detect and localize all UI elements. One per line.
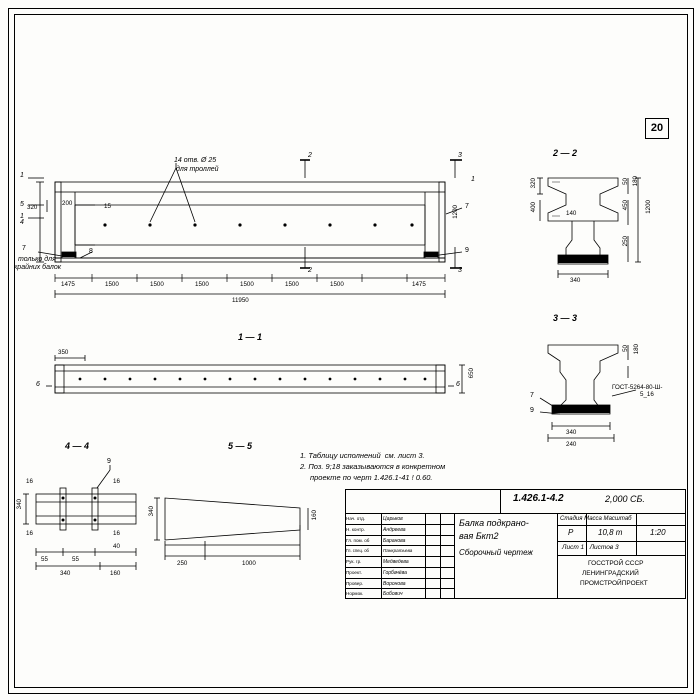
stamp-name-5: Горбачёва — [383, 569, 407, 576]
pos-9-right: 9 — [465, 247, 469, 254]
section-mark-2-bottom: 2 — [308, 267, 312, 274]
org-line-1: ГОССТРОЙ СССР — [588, 560, 644, 567]
dim-seg-1: 1500 — [105, 281, 119, 288]
sec22-dim-250: 250 — [622, 236, 629, 247]
callout-holes-sub: для троллей — [176, 166, 219, 173]
sec44-dim-55b: 55 — [72, 556, 79, 563]
sec44-dim-160: 160 — [110, 570, 121, 577]
stamp-role-1: Н. контр. — [346, 526, 365, 532]
title-line-2: вая Бкт2 — [459, 531, 499, 541]
sec22-dim-320: 320 — [530, 178, 537, 189]
title-texts — [457, 513, 557, 599]
stamp-role-3: Гл. спец. об — [346, 548, 369, 554]
sec22-dim-400: 400 — [530, 202, 537, 213]
section-mark-1-left-a: 1 — [20, 172, 24, 179]
stamp-role-6: Провер. — [346, 580, 364, 586]
sec55-dim-250: 250 — [177, 560, 188, 567]
sec44-dim-340: 340 — [60, 570, 71, 577]
sec11-mark-right-6: 6 — [456, 381, 460, 388]
stamp-name-2: Баранова — [383, 537, 406, 544]
dim-seg-5: 1500 — [285, 281, 299, 288]
section-mark-1-left-b: 1 — [20, 213, 24, 220]
stage-mass-scale — [558, 513, 686, 599]
dim-320: 320 — [27, 204, 38, 211]
scale-value: 1:20 — [650, 528, 666, 537]
dim-total: 11950 — [232, 297, 249, 304]
dim-seg-6: 1500 — [330, 281, 344, 288]
note-line-1: 1. Таблицу исполнений см. лист 3. — [300, 451, 425, 460]
section-4-4-title: 4 — 4 — [65, 441, 90, 451]
stamp-role-0: Нач. отд. — [346, 516, 366, 521]
sec33-pos-9: 9 — [530, 407, 534, 414]
section-mark-2-top: 2 — [308, 152, 312, 159]
sec33-pos-7: 7 — [530, 392, 534, 399]
section-5-5-title: 5 — 5 — [228, 441, 253, 451]
sec22-dim-450: 450 — [622, 200, 629, 211]
pos-8: 8 — [89, 248, 93, 255]
dim-seg-0: 1475 — [61, 281, 75, 288]
stamp-name-0: Царьков — [383, 516, 403, 522]
section-mark-5-left: 5 — [20, 201, 24, 208]
stamp-role-7: Нормок. — [346, 591, 364, 597]
section-1-1-title: 1 — 1 — [238, 332, 263, 342]
sec11-dim-350: 350 — [58, 349, 69, 356]
gost-label: ГОСТ-5264-80-Ш- — [612, 384, 663, 391]
sec11-mark-left-6: 6 — [36, 381, 40, 388]
section-mark-3-top: 3 — [458, 152, 462, 159]
stage-value: Р — [568, 528, 574, 537]
org-line-3: ПРОМСТРОЙПРОЕКТ — [580, 580, 648, 587]
note-line-2: 2. Поз. 9;18 заказываются в конкретном — [300, 462, 446, 471]
stamp-name-1: Андреева — [383, 526, 406, 533]
dim-seg-3: 1500 — [195, 281, 209, 288]
sec44-dim-16a: 16 — [26, 478, 33, 485]
note-line-3: проекте по черт 1.426.1-41 ! 0.60. — [310, 473, 433, 482]
sec44-dim-16d: 16 — [113, 530, 120, 537]
gost-label-2: 5_16 — [640, 391, 654, 398]
callout-holes: 14 отв. Ø 25 — [174, 157, 217, 164]
pos-7-right: 7 — [465, 203, 469, 210]
callout-edge-only-1: только для — [18, 256, 56, 263]
section-mark-3-bottom: 3 — [458, 267, 462, 274]
dim-seg-4: 1500 — [240, 281, 254, 288]
dim-seg-7: 1475 — [412, 281, 426, 288]
section-3-3-title: 3 — 3 — [553, 313, 578, 323]
stamp-rows — [345, 513, 455, 599]
sheets-header: Лист 1 Листов 3 — [562, 544, 619, 551]
sec44-dim-55a: 55 — [41, 556, 48, 563]
sec44-dim-16c: 16 — [26, 530, 33, 537]
section-mark-4-left: 4 — [20, 219, 24, 226]
sec22-dim-180: 180 — [632, 176, 639, 187]
sec22-dim-50: 50 — [622, 178, 629, 185]
sec44-dim-16b: 16 — [113, 478, 120, 485]
sec44-pos-9: 9 — [107, 458, 111, 465]
title-line-3: Сборочный чертеж — [459, 548, 533, 557]
stamp-role-2: Гл. пом. об — [346, 537, 370, 543]
dim-1200: 1200 — [452, 205, 459, 219]
sec33-dim-340: 340 — [566, 429, 577, 436]
org-line-2: ЛЕНИНГРАДСКИЙ — [582, 570, 639, 577]
sec55-dim-1000: 1000 — [242, 560, 256, 567]
drawing-code: 1.426.1-4.2 — [513, 493, 564, 504]
drawing-qty: 2,000 СБ. — [605, 494, 645, 504]
stamp-role-5: Проект. — [346, 569, 362, 575]
section-mark-1-right: 1 — [471, 176, 475, 183]
pos-7-left: 7 — [22, 245, 26, 252]
stamp-name-4: Медведева — [383, 559, 409, 565]
sec22-dim-140: 140 — [566, 210, 577, 217]
sec33-dim-50: 50 — [622, 345, 629, 352]
mass-value: 10,8 т — [598, 528, 623, 537]
sec55-dim-340: 340 — [148, 506, 155, 517]
dim-200: 200 — [62, 200, 73, 207]
stage-header: Стадия Масса Масштаб — [560, 516, 632, 522]
sec33-dim-240: 240 — [566, 441, 577, 448]
stamp-role-4: Рук. гр. — [346, 559, 362, 564]
sec22-dim-1200: 1200 — [645, 200, 652, 214]
page-number-box: 20 — [645, 118, 669, 139]
sec22-dim-340: 340 — [570, 277, 581, 284]
callout-edge-only-2: крайних балок — [14, 264, 62, 271]
sec44-dim-340v: 340 — [16, 499, 23, 510]
stamp-name-7: Бобович — [383, 591, 403, 598]
drawing-code-row — [345, 489, 686, 513]
stamp-name-6: Воронова — [383, 580, 406, 587]
section-2-2-title: 2 — 2 — [553, 148, 578, 158]
dim-15: 15 — [104, 203, 111, 210]
dim-seg-2: 1500 — [150, 281, 164, 288]
sec11-dim-650: 650 — [468, 368, 475, 379]
title-line-1: Балка подкрано- — [459, 518, 529, 528]
sec55-dim-160: 160 — [311, 510, 318, 521]
sec44-dim-40: 40 — [113, 543, 120, 550]
stamp-name-3: Панкратьева — [383, 548, 413, 554]
sec33-dim-180: 180 — [633, 344, 640, 355]
